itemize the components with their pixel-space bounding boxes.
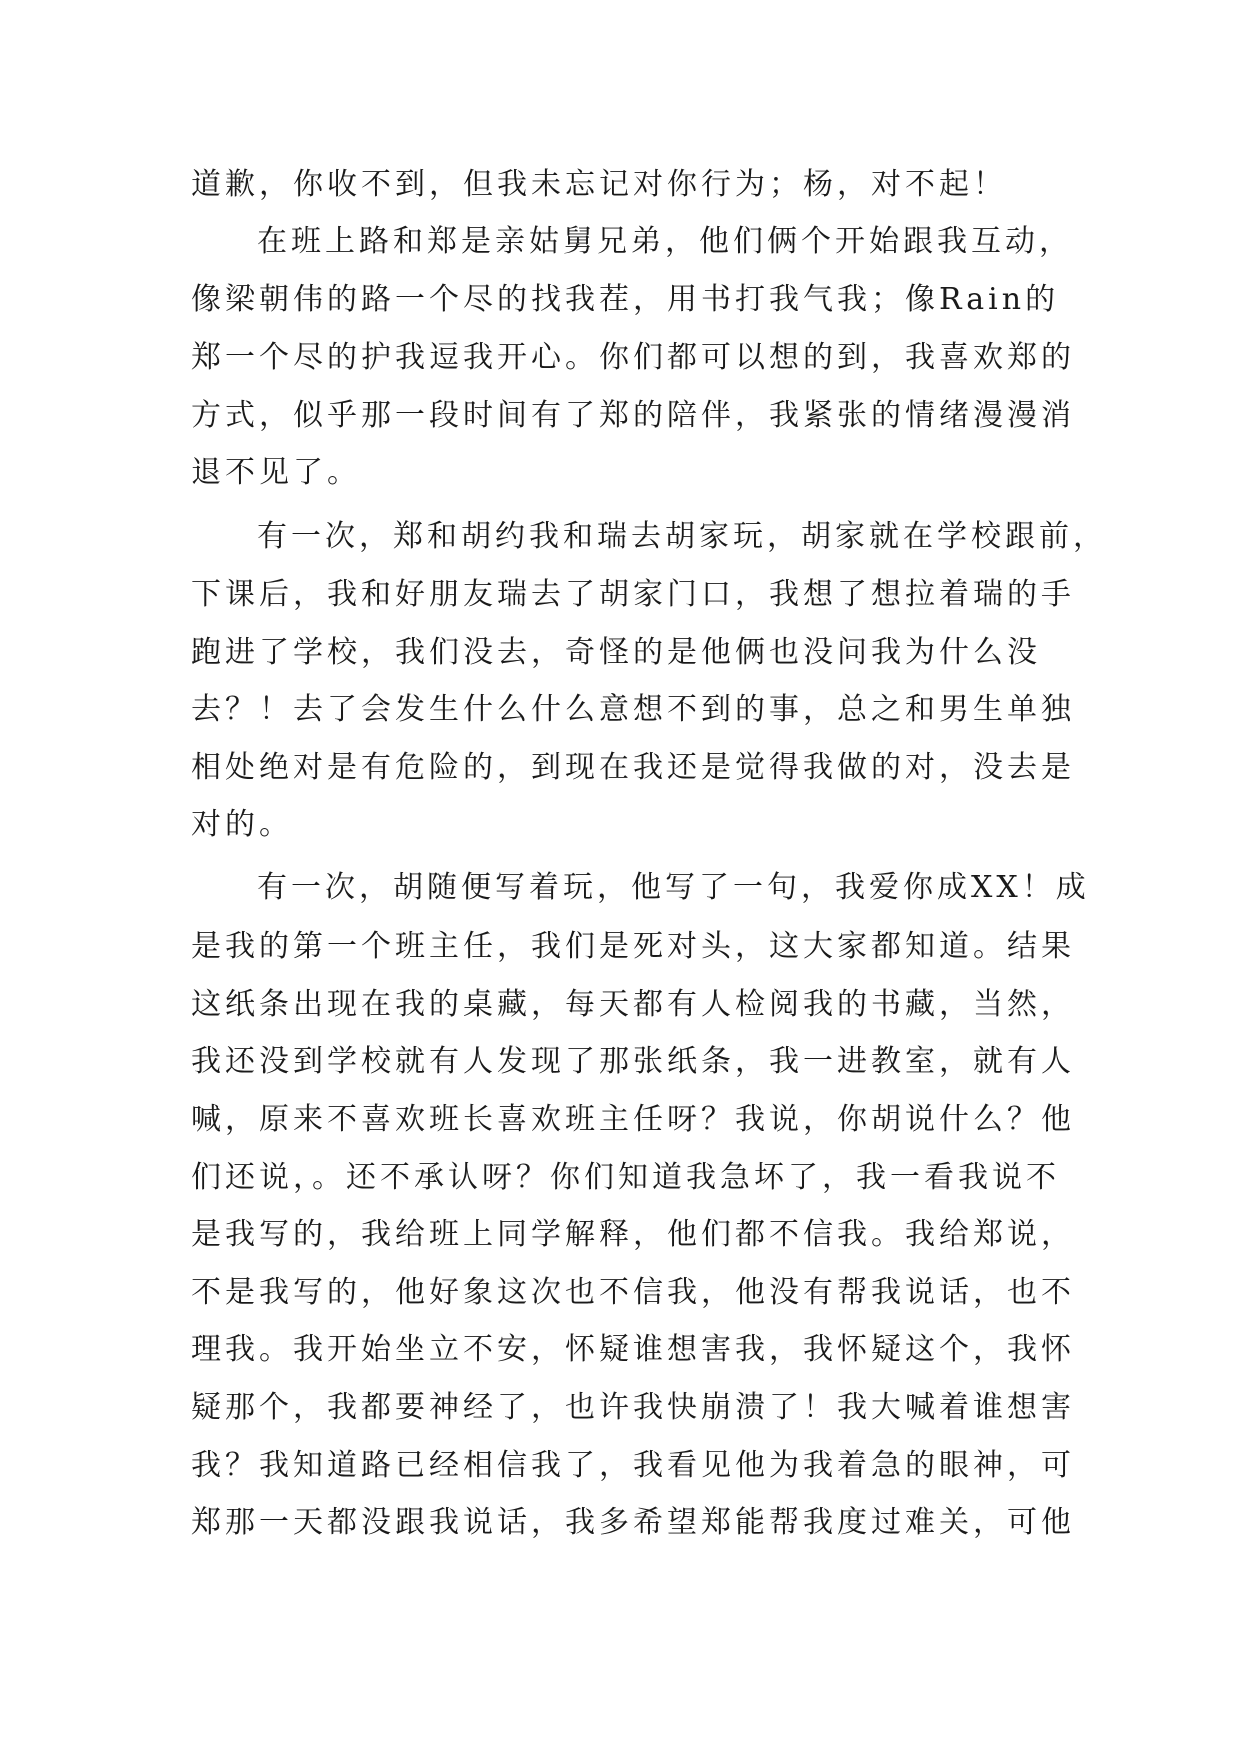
text-line: 对的。 (191, 807, 293, 842)
text-line: 是我写的，我给班上同学解释，他们都不信我。我给郑说， (191, 1217, 1075, 1252)
text-line: 是我的第一个班主任，我们是死对头，这大家都知道。结果 (191, 929, 1075, 964)
text-line: 下课后，我和好朋友瑞去了胡家门口，我想了想拉着瑞的手 (191, 577, 1075, 612)
paragraph-first-line: 有一次，郑和胡约我和瑞去胡家玩，胡家就在学校跟前， (257, 519, 1107, 554)
text-line: 跑进了学校，我们没去，奇怪的是他俩也没问我为什么没 (191, 635, 1041, 670)
text-line: 郑一个尽的护我逗我开心。你们都可以想的到，我喜欢郑的 (191, 340, 1075, 375)
paragraph-first-line: 在班上路和郑是亲姑舅兄弟，他们俩个开始跟我互动， (257, 224, 1073, 259)
paragraph-first-line: 有一次，胡随便写着玩，他写了一句，我爱你成XX！成 (257, 870, 1090, 905)
text-line: 不是我写的，他好象这次也不信我，他没有帮我说话，也不 (191, 1275, 1075, 1310)
text-line: 我还没到学校就有人发现了那张纸条，我一进教室，就有人 (191, 1044, 1075, 1079)
text-line: 相处绝对是有危险的，到现在我还是觉得我做的对，没去是 (191, 750, 1075, 785)
text-line: 道歉，你收不到，但我未忘记对你行为；杨，对不起！ (191, 167, 1007, 202)
text-line: 我？我知道路已经相信我了，我看见他为我着急的眼神，可 (191, 1448, 1075, 1483)
text-line: 喊，原来不喜欢班长喜欢班主任呀？我说，你胡说什么？他 (191, 1102, 1075, 1137)
text-line: 疑那个，我都要神经了，也许我快崩溃了！我大喊着谁想害 (191, 1390, 1075, 1425)
text-line: 理我。我开始坐立不安，怀疑谁想害我，我怀疑这个，我怀 (191, 1332, 1075, 1367)
text-line: 退不见了。 (191, 455, 361, 490)
text-line: 去？！去了会发生什么什么意想不到的事，总之和男生单独 (191, 692, 1075, 727)
text-line: 郑那一天都没跟我说话，我多希望郑能帮我度过难关，可他 (191, 1505, 1075, 1540)
text-line: 像梁朝伟的路一个尽的找我茬，用书打我气我；像Rain的 (191, 282, 1060, 317)
text-line: 方式，似乎那一段时间有了郑的陪伴，我紧张的情绪漫漫消 (191, 398, 1075, 433)
text-line: 们还说，。还不承认呀？你们知道我急坏了，我一看我说不 (191, 1160, 1060, 1195)
text-line: 这纸条出现在我的桌藏，每天都有人检阅我的书藏，当然， (191, 987, 1075, 1022)
